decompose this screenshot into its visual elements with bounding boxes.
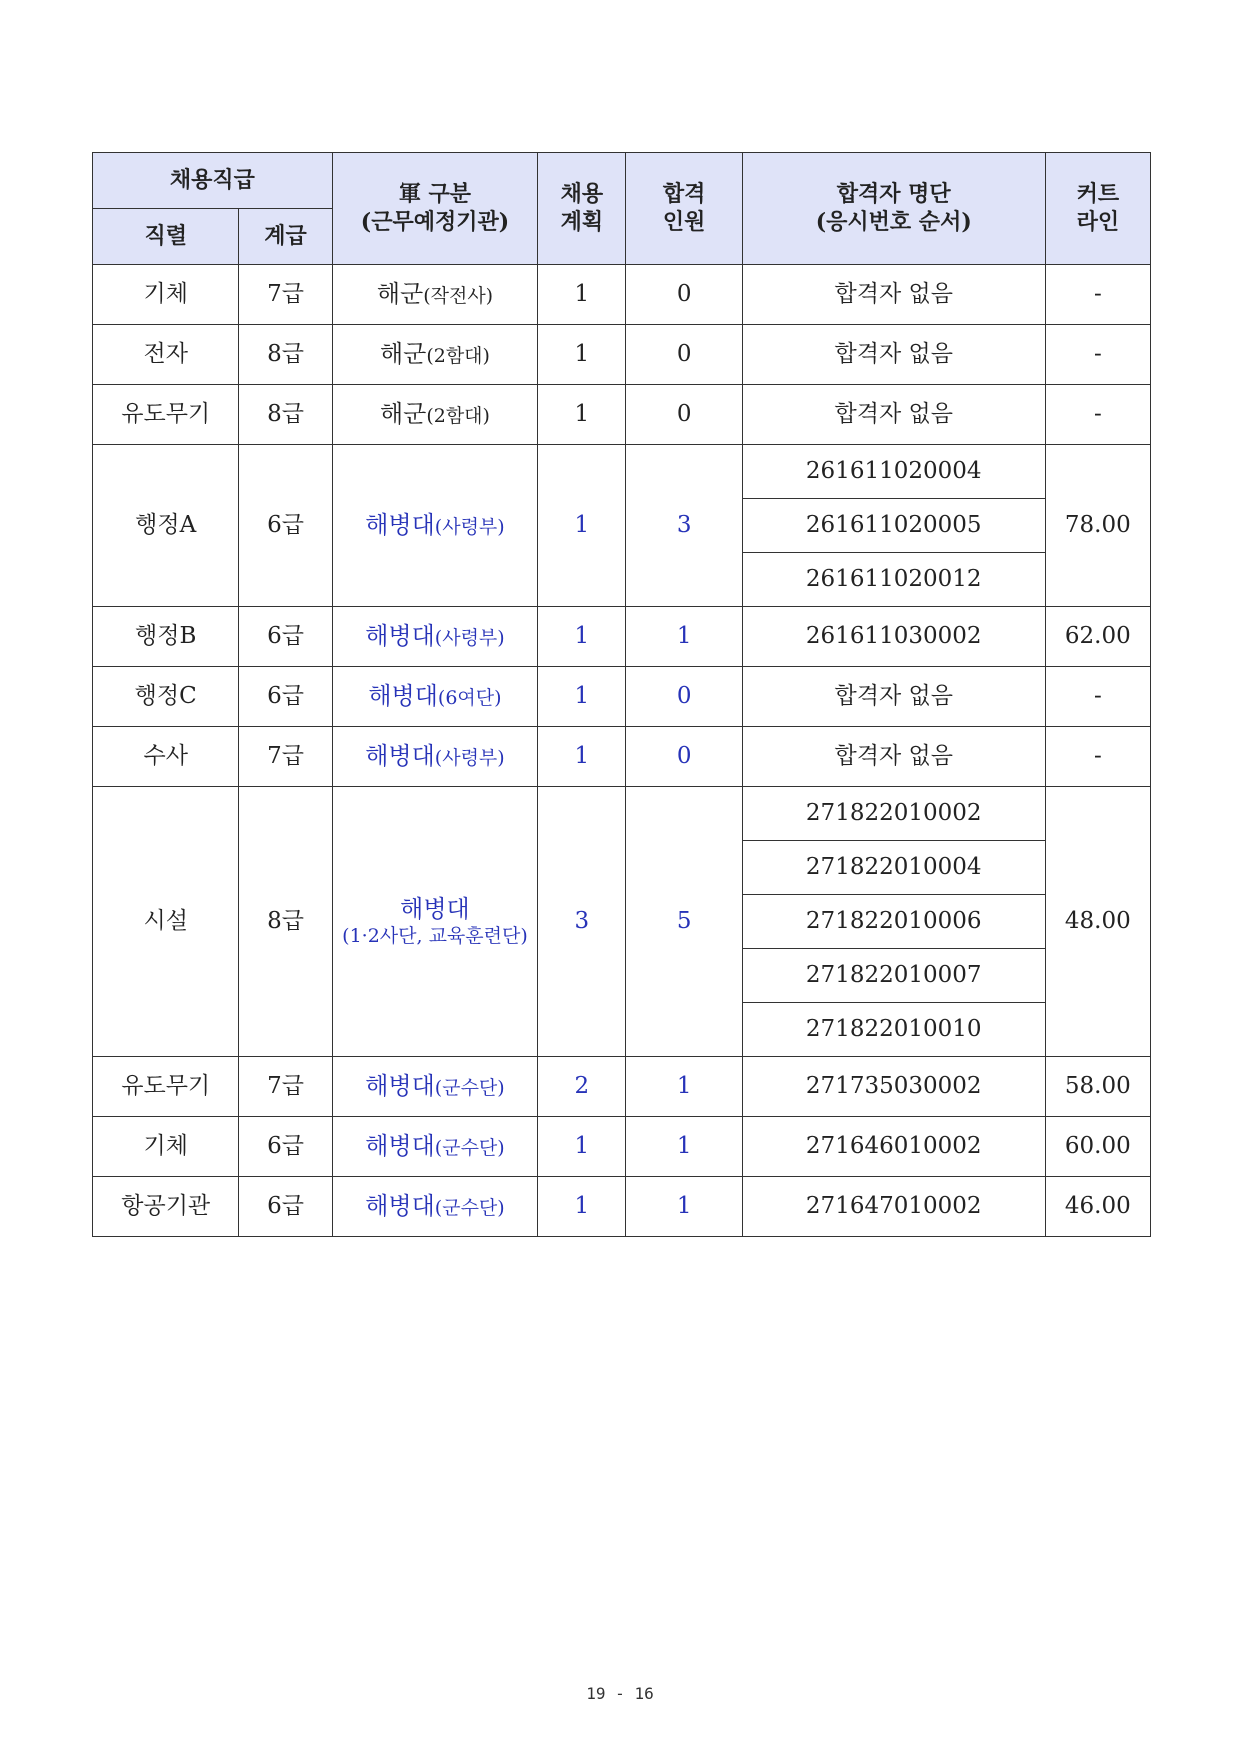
- org-cell: [332, 1057, 538, 1117]
- org-cell: [332, 667, 538, 727]
- passed-cell: 0: [626, 727, 742, 787]
- candidate-cell: 합격자 없음: [742, 727, 1045, 787]
- org-main: 해군: [379, 400, 427, 429]
- grade-cell: 7급: [239, 1057, 332, 1117]
- candidate-cell: 합격자 없음: [742, 325, 1045, 385]
- passed-cell: 3: [626, 445, 742, 607]
- plan-cell: 1: [538, 1117, 626, 1177]
- grade-cell: 6급: [239, 667, 332, 727]
- header-position-group: 채용직급: [93, 153, 333, 209]
- table-row: [93, 1177, 1151, 1237]
- passed-cell: 1: [626, 607, 742, 667]
- grade-cell: 8급: [239, 385, 332, 445]
- header-cutoff: [1045, 153, 1150, 265]
- org-sub: (군수단): [434, 1197, 505, 1220]
- passed-cell: 1: [626, 1117, 742, 1177]
- specialty-cell: 시설: [93, 787, 239, 1057]
- org-main: 해병대: [365, 511, 435, 540]
- org-cell: [332, 385, 538, 445]
- candidate-cell: 271822010004: [742, 841, 1045, 895]
- candidate-cell: 271822010007: [742, 949, 1045, 1003]
- cutoff-cell: -: [1045, 727, 1150, 787]
- cutoff-cell: -: [1045, 385, 1150, 445]
- passed-cell: 1: [626, 1057, 742, 1117]
- table-row: [93, 727, 1151, 787]
- plan-cell: 1: [538, 727, 626, 787]
- header-military: [332, 153, 538, 265]
- passed-cell: 0: [626, 325, 742, 385]
- header-specialty: 직렬: [93, 209, 239, 265]
- org-main: 해군: [379, 340, 427, 369]
- org-main: 해병대: [368, 682, 438, 711]
- org-cell: [332, 265, 538, 325]
- table-row: [93, 607, 1151, 667]
- plan-cell: 1: [538, 445, 626, 607]
- org-sub: (사령부): [434, 627, 505, 650]
- table-row: [93, 1117, 1151, 1177]
- table-row: [93, 787, 1151, 841]
- candidate-cell: 271646010002: [742, 1117, 1045, 1177]
- header-plan-line2: 계획: [560, 208, 604, 235]
- table-row: [93, 385, 1151, 445]
- header-passed-line1: 합격: [662, 181, 706, 207]
- results-table: [92, 152, 1151, 1237]
- candidate-cell: 261611020005: [742, 499, 1045, 553]
- grade-cell: 6급: [239, 1177, 332, 1237]
- org-cell: [332, 1117, 538, 1177]
- specialty-cell: 행정A: [93, 445, 239, 607]
- specialty-cell: 항공기관: [93, 1177, 239, 1237]
- table-row: [93, 325, 1151, 385]
- header-plan: [538, 153, 626, 265]
- header-plan-line1: 채용: [560, 181, 604, 207]
- passed-cell: 0: [626, 385, 742, 445]
- org-sub: (6여단): [437, 687, 502, 710]
- org-sub: (작전사): [423, 285, 494, 308]
- candidate-cell: 271647010002: [742, 1177, 1045, 1237]
- grade-cell: 6급: [239, 1117, 332, 1177]
- org-cell: [332, 1177, 538, 1237]
- grade-cell: 6급: [239, 607, 332, 667]
- candidate-cell: 합격자 없음: [742, 385, 1045, 445]
- plan-cell: 1: [538, 325, 626, 385]
- candidate-cell: 261611020004: [742, 445, 1045, 499]
- passed-cell: 0: [626, 667, 742, 727]
- specialty-cell: 수사: [93, 727, 239, 787]
- plan-cell: 1: [538, 667, 626, 727]
- candidate-cell: 합격자 없음: [742, 265, 1045, 325]
- cutoff-cell: 60.00: [1045, 1117, 1150, 1177]
- candidate-cell: 261611020012: [742, 553, 1045, 607]
- org-main: 해병대: [365, 1072, 435, 1101]
- candidate-cell: 271822010010: [742, 1003, 1045, 1057]
- org-main: 해병대: [400, 895, 470, 924]
- plan-cell: 1: [538, 1177, 626, 1237]
- org-main: 해군: [376, 280, 424, 309]
- org-sub: (1·2사단, 교육훈련단): [342, 925, 528, 947]
- passed-cell: 1: [626, 1177, 742, 1237]
- header-passed: [626, 153, 742, 265]
- org-main: 해병대: [365, 742, 435, 771]
- grade-cell: 7급: [239, 727, 332, 787]
- org-main: 해병대: [365, 1192, 435, 1221]
- org-sub: (군수단): [434, 1077, 505, 1100]
- table-body: [93, 265, 1151, 1237]
- cutoff-cell: 58.00: [1045, 1057, 1150, 1117]
- table-row: [93, 1057, 1151, 1117]
- plan-cell: 1: [538, 607, 626, 667]
- candidate-cell: 271822010002: [742, 787, 1045, 841]
- grade-cell: 8급: [239, 787, 332, 1057]
- org-sub: (사령부): [434, 516, 505, 539]
- candidate-cell: 합격자 없음: [742, 667, 1045, 727]
- cutoff-cell: 46.00: [1045, 1177, 1150, 1237]
- header-list-line2: (응시번호 순서): [815, 208, 972, 235]
- plan-cell: 1: [538, 265, 626, 325]
- grade-cell: 8급: [239, 325, 332, 385]
- page-number: 19 - 16: [586, 1684, 654, 1703]
- header-military-line2: (근무예정기관): [360, 208, 510, 235]
- grade-cell: 6급: [239, 445, 332, 607]
- header-cutoff-line2: 라인: [1076, 208, 1120, 235]
- specialty-cell: 행정C: [93, 667, 239, 727]
- passed-cell: 5: [626, 787, 742, 1057]
- org-sub: (2함대): [426, 405, 490, 428]
- cutoff-cell: -: [1045, 325, 1150, 385]
- plan-cell: 2: [538, 1057, 626, 1117]
- org-cell: [332, 727, 538, 787]
- org-cell: [332, 325, 538, 385]
- candidate-cell: 271735030002: [742, 1057, 1045, 1117]
- specialty-cell: 유도무기: [93, 1057, 239, 1117]
- org-sub: (2함대): [426, 345, 490, 368]
- org-sub: (사령부): [434, 747, 505, 770]
- specialty-cell: 기체: [93, 265, 239, 325]
- org-main: 해병대: [365, 622, 435, 651]
- specialty-cell: 기체: [93, 1117, 239, 1177]
- header-military-line1: 軍 구분: [398, 181, 472, 207]
- table-row: [93, 667, 1151, 727]
- header-list: [742, 153, 1045, 265]
- org-main: 해병대: [365, 1132, 435, 1161]
- plan-cell: 3: [538, 787, 626, 1057]
- table-row: [93, 265, 1151, 325]
- candidate-cell: 261611030002: [742, 607, 1045, 667]
- grade-cell: 7급: [239, 265, 332, 325]
- cutoff-cell: -: [1045, 265, 1150, 325]
- header-passed-line2: 인원: [662, 208, 706, 235]
- header-grade: 계급: [239, 209, 332, 265]
- header-list-line1: 합격자 명단: [836, 181, 951, 207]
- cutoff-cell: 48.00: [1045, 787, 1150, 1057]
- specialty-cell: 유도무기: [93, 385, 239, 445]
- header-cutoff-line1: 커트: [1076, 181, 1120, 207]
- org-sub: (군수단): [434, 1137, 505, 1160]
- plan-cell: 1: [538, 385, 626, 445]
- org-cell: [332, 445, 538, 607]
- specialty-cell: 전자: [93, 325, 239, 385]
- candidate-cell: 271822010006: [742, 895, 1045, 949]
- specialty-cell: 행정B: [93, 607, 239, 667]
- org-cell: [332, 607, 538, 667]
- cutoff-cell: 62.00: [1045, 607, 1150, 667]
- cutoff-cell: -: [1045, 667, 1150, 727]
- table-row: [93, 445, 1151, 499]
- org-cell: [332, 787, 538, 1057]
- cutoff-cell: 78.00: [1045, 445, 1150, 607]
- passed-cell: 0: [626, 265, 742, 325]
